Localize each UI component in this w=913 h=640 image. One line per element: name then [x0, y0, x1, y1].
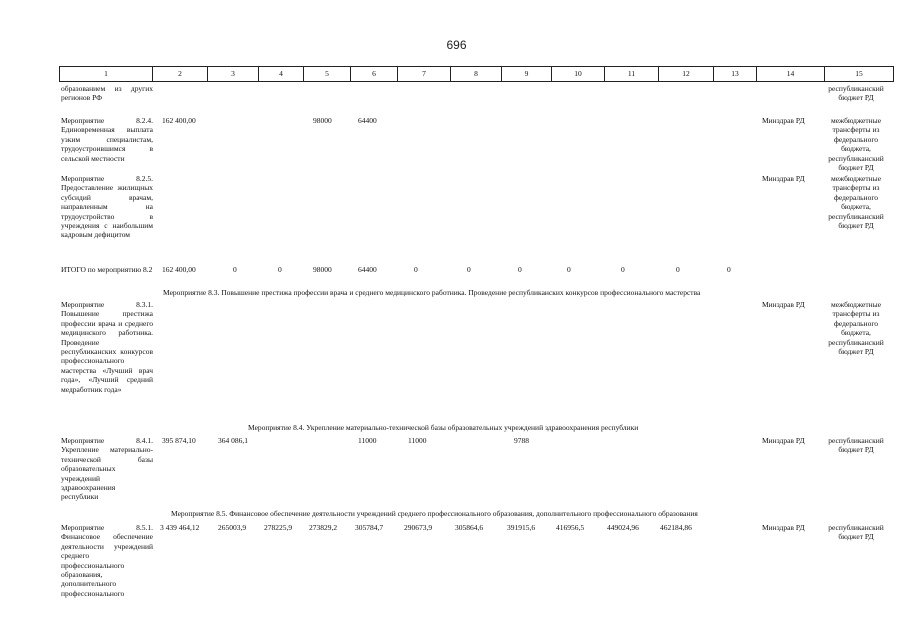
value-col2: 395 874,10 — [162, 436, 196, 445]
value-col11: 449024,96 — [607, 523, 639, 532]
value-col12: 0 — [676, 265, 680, 274]
funding-source: межбюджетные трансферты из федерального бюджета, республиканский бюджет РД — [828, 300, 884, 357]
column-header: 15 — [825, 67, 894, 82]
executor: Минздрав РД — [762, 300, 805, 309]
value-col2: 162 400,00 — [162, 116, 196, 125]
column-header: 5 — [304, 67, 351, 82]
section-heading: Мероприятие 8.3. Повышение престижа профессии врача и среднего медицинского работника. Проведение республиканских конкурсов профессионального мастерства — [163, 288, 701, 297]
value-col3: 0 — [233, 265, 237, 274]
row-label: Мероприятие 8.4.1. Укрепление материально-технической базы образовательных учреждений здравоохранения республики — [61, 436, 153, 502]
funding-source: межбюджетные трансферты из федерального бюджета, республиканский бюджет РД — [828, 174, 884, 231]
value-col2: 162 400,00 — [162, 265, 196, 274]
column-header: 14 — [757, 67, 825, 82]
value-col5: 273829,2 — [309, 523, 338, 532]
column-header: 6 — [351, 67, 398, 82]
funding-source: республиканский бюджет РД — [828, 84, 884, 103]
value-col10: 0 — [567, 265, 571, 274]
value-col2: 3 439 464,12 — [160, 523, 200, 532]
column-header: 8 — [451, 67, 502, 82]
executor: Минздрав РД — [762, 116, 805, 125]
value-col9: 0 — [518, 265, 522, 274]
column-header: 9 — [502, 67, 552, 82]
column-header: 4 — [259, 67, 304, 82]
section-heading: Мероприятие 8.4. Укрепление материально-технической базы образовательных учреждений здравоохранения республики — [248, 423, 639, 432]
value-col13: 0 — [727, 265, 731, 274]
value-col6: 305784,7 — [355, 523, 384, 532]
column-header: 2 — [153, 67, 208, 82]
value-col9: 391915,6 — [507, 523, 536, 532]
funding-source: межбюджетные трансферты из федерального бюджета, республиканский бюджет РД — [828, 116, 884, 173]
row-label: Мероприятие 8.2.4. Единовременная выплата узким специалистам, трудоустроившимся в сельской местности — [61, 116, 153, 163]
value-col9: 9788 — [514, 436, 529, 445]
column-header: 12 — [659, 67, 714, 82]
value-col8: 0 — [467, 265, 471, 274]
row-label: Мероприятие 8.5.1. Финансовое обеспечение деятельности учреждений среднего профессионального образования, дополнительного профессионального — [61, 523, 153, 598]
row-label: Мероприятие 8.2.5. Предоставление жилищных субсидий врачам, направленным на трудоустройство в учреждения с наибольшим кадровым дефицитом — [61, 174, 153, 240]
page-number: 696 — [446, 38, 467, 52]
value-col5: 98000 — [313, 265, 332, 274]
value-col6: 11000 — [358, 436, 377, 445]
value-col8: 305864,6 — [455, 523, 484, 532]
value-col6: 64400 — [358, 265, 377, 274]
column-header: 1 — [60, 67, 153, 82]
value-col4: 0 — [278, 265, 282, 274]
value-col10: 416956,5 — [556, 523, 585, 532]
executor: Минздрав РД — [762, 523, 805, 532]
value-col11: 0 — [621, 265, 625, 274]
row-label: образованием из других регионов РФ — [61, 84, 153, 103]
section-heading: Мероприятие 8.5. Финансовое обеспечение деятельности учреждений среднего профессионального образования, дополнительного профессионального образования — [171, 509, 698, 518]
value-col7: 290673,9 — [404, 523, 433, 532]
row-label: Мероприятие 8.3.1. Повышение престижа профессии врача и среднего медицинского работника. Проведение республиканских конкурсов профессионального мастерства «Лучший врач года», «Лучший средний медработник года» — [61, 300, 153, 394]
value-col12: 462184,86 — [660, 523, 692, 532]
value-col5: 98000 — [313, 116, 332, 125]
executor: Минздрав РД — [762, 174, 805, 183]
value-col7: 11000 — [408, 436, 427, 445]
column-header-row — [59, 66, 894, 82]
row-label: ИТОГО по мероприятию 8.2 — [61, 265, 153, 274]
value-col3: 265003,9 — [218, 523, 247, 532]
value-col4: 278225,9 — [264, 523, 293, 532]
column-header: 11 — [605, 67, 659, 82]
value-col3: 364 086,1 — [218, 436, 248, 445]
funding-source: республиканский бюджет РД — [828, 436, 884, 455]
funding-source: республиканский бюджет РД — [828, 523, 884, 542]
executor: Минздрав РД — [762, 436, 805, 445]
column-header: 10 — [552, 67, 605, 82]
value-col6: 64400 — [358, 116, 377, 125]
column-header: 13 — [714, 67, 757, 82]
column-header: 3 — [208, 67, 259, 82]
column-header: 7 — [398, 67, 451, 82]
value-col7: 0 — [414, 265, 418, 274]
